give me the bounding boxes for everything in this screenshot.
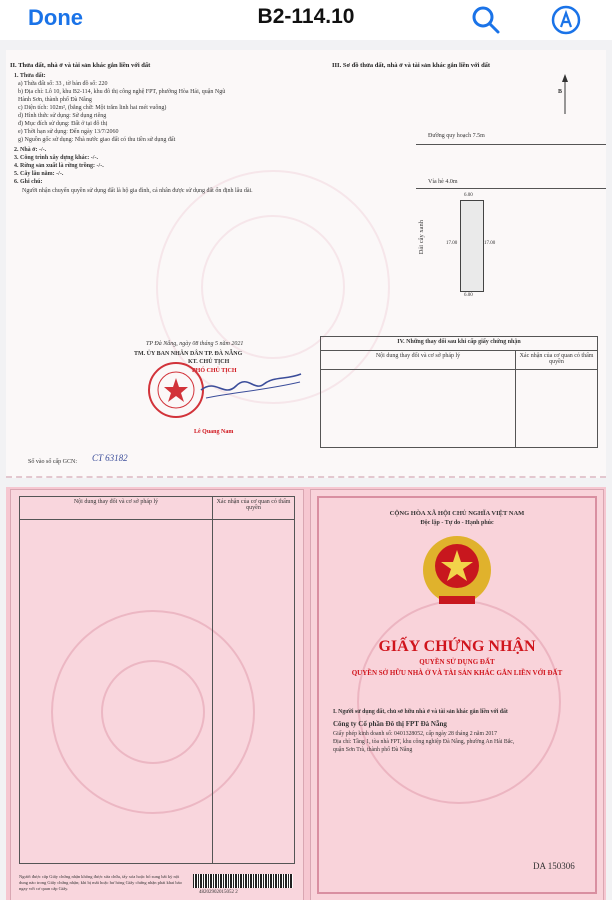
owner-name: Công ty Cổ phần Đô thị FPT Đà Nẵng xyxy=(333,720,447,728)
left-cell-empty xyxy=(20,520,213,864)
plot-outline xyxy=(460,200,484,292)
changes-col-content: Nội dung thay đổi và cơ sở pháp lý xyxy=(321,351,516,370)
dim-right: 17.00 xyxy=(484,241,496,246)
signer-name: Lê Quang Nam xyxy=(194,429,234,435)
dim-bottom: 6.00 xyxy=(464,293,473,298)
certificate-page-front[interactable] xyxy=(6,487,606,900)
authority: TM. ỦY BAN NHÂN DÂN TP. ĐÀ NẴNG xyxy=(134,351,243,357)
vice-chair-title: PHÓ CHỦ TỊCH xyxy=(192,368,237,374)
changes-cell-empty xyxy=(321,370,516,448)
barcode-number: 48202902015052 2 xyxy=(199,890,238,895)
top-bar xyxy=(0,0,612,40)
document-title: B2-114.10 xyxy=(257,5,355,28)
registry-value: CT 63182 xyxy=(92,453,128,463)
changes-page xyxy=(10,489,304,900)
left-col-confirm: Xác nhận của cơ quan có thẩm quyền xyxy=(213,497,295,520)
land-line: b) Địa chỉ: Lô 10, khu B2-114, khu đô thị công nghệ FPT, phường Hòa Hải, quận Ngũ xyxy=(18,89,226,95)
forest-line: 4. Rừng sản xuất là rừng trồng: -/-. xyxy=(14,163,104,169)
search-icon[interactable] xyxy=(470,4,502,36)
dim-top: 6.00 xyxy=(464,193,473,198)
sidewalk-line xyxy=(416,188,606,189)
changes-col-confirm: Xác nhận của cơ quan có thẩm quyền xyxy=(516,351,598,370)
dim-left: 17.00 xyxy=(446,241,458,246)
authority-role: KT. CHỦ TỊCH xyxy=(188,359,230,365)
owner-heading: I. Người sử dụng đất, chủ sở hữu nhà ở và tài sản khác gắn liền với đất xyxy=(333,709,508,715)
section-2-heading: II. Thửa đất, nhà ở và tài sản khác gắn liền với đất xyxy=(10,62,151,69)
signing-date: TP Đà Nẵng, ngày 08 tháng 5 năm 2021 xyxy=(146,341,244,347)
section-3-heading: III. Sơ đồ thửa đất, nhà ở và tài sản khác gắn liền với đất xyxy=(332,62,491,69)
motto: Độc lập - Tự do - Hạnh phúc xyxy=(420,520,494,526)
signature-icon xyxy=(196,368,306,406)
owner-line: Địa chỉ: Tầng 1, tòa nhà FPT, khu công nghiệp Đà Nẵng, phường An Hải Bắc, xyxy=(333,739,515,745)
plot-diagram xyxy=(416,70,606,310)
land-line: g) Nguồn gốc sử dụng: Nhà nước giao đất có thu tiền sử dụng đất xyxy=(18,137,176,143)
sidewalk-label: Vỉa hè 4.0m xyxy=(428,179,458,185)
republic-heading: CỘNG HÒA XÃ HỘI CHỦ NGHĨA VIỆT NAM xyxy=(389,510,525,517)
owner-line: Giấy phép kinh doanh số: 0401328052, cấp ngày 28 tháng 2 năm 2017 xyxy=(333,731,498,737)
perennial-line: 5. Cây lâu năm: -/-. xyxy=(14,171,64,177)
land-line: c) Diện tích: 102m², (bằng chữ: Một trăm linh hai mét vuông) xyxy=(18,105,167,111)
certificate-page-back[interactable] xyxy=(6,50,606,478)
markup-pen-icon[interactable] xyxy=(550,4,582,36)
land-line: Hành Sơn, thành phố Đà Nẵng xyxy=(18,97,92,103)
footer-note: Người được cấp Giấy chứng nhận không được sửa chữa, tẩy xóa hoặc bổ sung bất kỳ nội dung nào trong Giấy chứng nhận; khi bị mất hoặc hư hỏng Giấy chứng nhận phải khai báo ngay với cơ quan cấp Giấy. xyxy=(19,874,182,891)
certificate-subtitle-2: QUYỀN SỞ HỮU NHÀ Ở VÀ TÀI SẢN KHÁC GẮN LIỀN VỚI ĐẤT xyxy=(351,669,563,677)
land-line: đ) Mục đích sử dụng: Đất ở tại đô thị xyxy=(18,121,108,127)
land-line: d) Hình thức sử dụng: Sử dụng riêng xyxy=(18,113,107,119)
note-heading: 6. Ghi chú: xyxy=(14,179,43,185)
watermark-rosette xyxy=(357,600,561,804)
land-heading: 1. Thửa đất: xyxy=(14,73,46,79)
road-line xyxy=(416,144,606,145)
construction-line: 3. Công trình xây dựng khác: -/-. xyxy=(14,155,98,161)
certificate-title: GIẤY CHỨNG NHẬN xyxy=(378,638,536,655)
certificate-cover xyxy=(310,489,604,900)
serial-number: DA 150306 xyxy=(533,861,575,871)
done-button[interactable]: Done xyxy=(28,5,83,30)
barcode xyxy=(193,874,293,888)
national-emblem-icon xyxy=(419,532,495,612)
green-strip-label: Dải cây xanh xyxy=(418,220,425,255)
left-col-content: Nội dung thay đổi và cơ sở pháp lý xyxy=(20,497,213,520)
note-text: Người nhận chuyển quyền sử dụng đất là hộ gia đình, cá nhân được sử dụng đất ổn định lâu dài. xyxy=(22,188,253,194)
left-cell-empty xyxy=(213,520,295,864)
north-arrow-icon xyxy=(561,74,569,114)
house-line: 2. Nhà ở: -/-. xyxy=(14,147,47,153)
section-4-heading: IV. Những thay đổi sau khi cấp giấy chứng nhận xyxy=(321,337,598,351)
land-line: e) Thời hạn sử dụng: Đến ngày 13/7/2060 xyxy=(18,129,119,135)
changes-table xyxy=(320,336,598,448)
road-label: Đường quy hoạch 7.5m xyxy=(428,133,485,139)
certificate-subtitle-1: QUYỀN SỬ DỤNG ĐẤT xyxy=(419,658,495,666)
registry-label: Số vào sổ cấp GCN: xyxy=(28,459,77,465)
north-label: B xyxy=(558,89,563,95)
changes-cell-empty xyxy=(516,370,598,448)
land-line: a) Thửa đất số: 33 , tờ bản đồ số: 220 xyxy=(18,81,108,87)
owner-line: quận Sơn Trà, thành phố Đà Nẵng xyxy=(333,747,413,753)
changes-table-left xyxy=(19,496,295,864)
